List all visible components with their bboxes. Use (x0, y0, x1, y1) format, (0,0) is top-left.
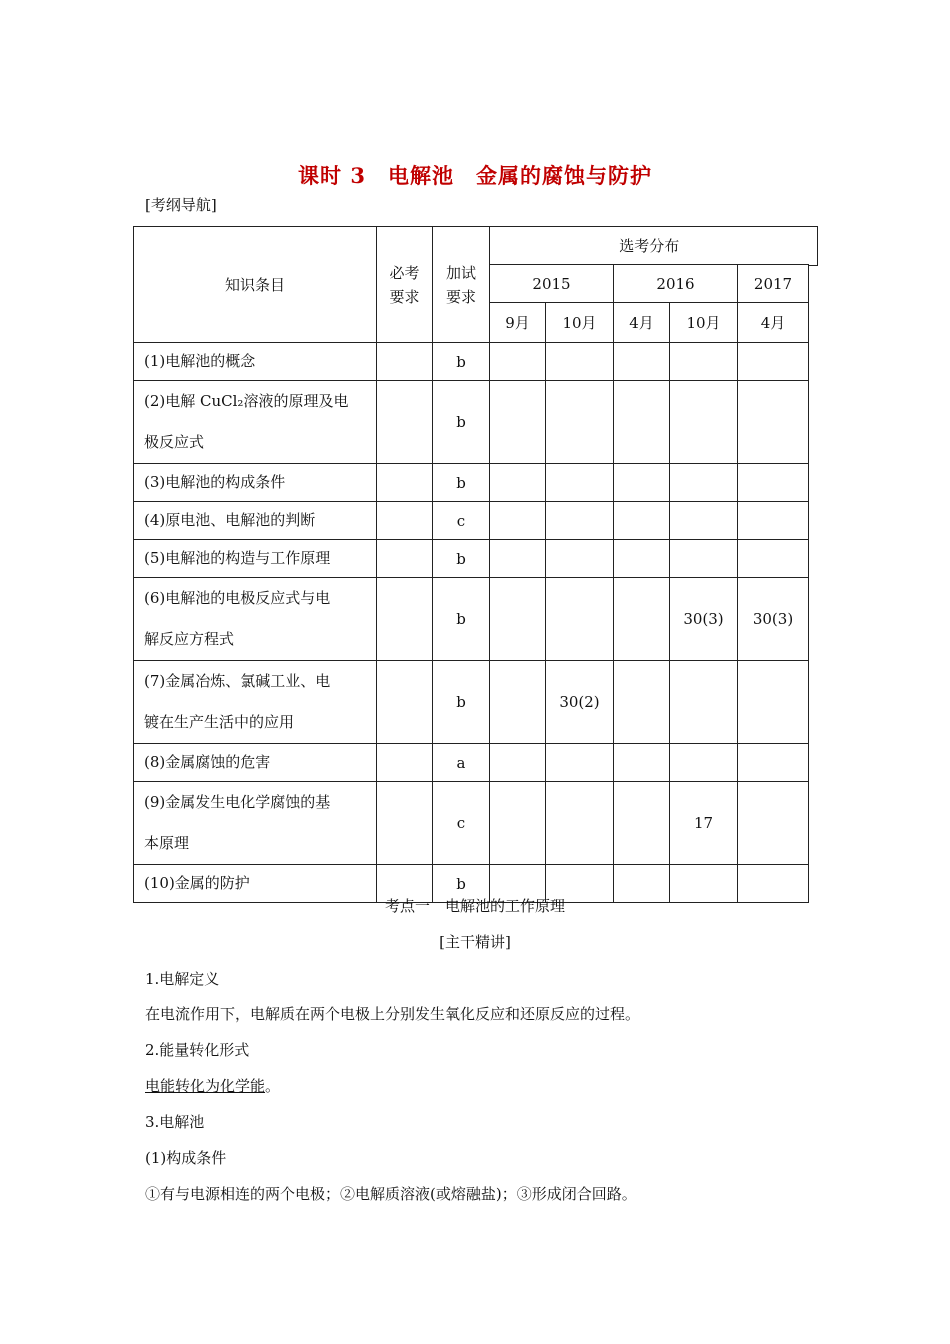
row-required (377, 343, 433, 381)
header-required: 必考 要求 (377, 227, 433, 343)
row-exam-cell (614, 782, 670, 865)
header-year-2015: 2015 (490, 265, 614, 303)
row-exam-cell (546, 744, 614, 782)
row-exam-cell (546, 464, 614, 502)
heading-energy: 2.能量转化形式 (145, 1041, 250, 1059)
row-exam-cell (546, 578, 614, 661)
row-extra: b (433, 343, 490, 381)
table-row (134, 661, 809, 744)
row-required (377, 744, 433, 782)
row-exam-cell (670, 744, 738, 782)
row-exam-cell (738, 343, 809, 381)
row-exam-cell (614, 744, 670, 782)
table-row (134, 502, 809, 540)
header-year-2017: 2017 (738, 265, 809, 303)
subsection-title: [主干精讲] (439, 933, 511, 951)
lesson-title: 课时 3 电解池 金属的腐蚀与防护 (298, 163, 652, 188)
row-item: (2)电解 CuCl₂溶液的原理及电 极反应式 (134, 381, 377, 464)
row-exam-cell (670, 661, 738, 744)
syllabus-table (133, 226, 809, 903)
row-exam-cell: 30(3) (670, 578, 738, 661)
header-month: 10月 (546, 303, 614, 343)
row-exam-cell (546, 343, 614, 381)
header-distribution: 选考分布 (490, 227, 809, 265)
table-row (134, 540, 809, 578)
row-exam-cell (738, 782, 809, 865)
text-energy: 电能转化为化学能。 (145, 1077, 281, 1095)
row-extra: b (433, 464, 490, 502)
row-exam-cell (546, 782, 614, 865)
row-exam-cell (738, 540, 809, 578)
header-year-2016: 2016 (614, 265, 738, 303)
row-exam-cell (738, 661, 809, 744)
row-exam-cell (738, 464, 809, 502)
row-required (377, 502, 433, 540)
heading-definition: 1.电解定义 (145, 970, 220, 988)
row-exam-cell (738, 744, 809, 782)
row-exam-cell: 30(3) (738, 578, 809, 661)
row-required (377, 381, 433, 464)
energy-answer: 电能转化为化学能 (145, 1077, 266, 1095)
row-item: (8)金属腐蚀的危害 (134, 744, 377, 782)
nav-label: [考纲导航] (145, 196, 217, 214)
row-item: (9)金属发生电化学腐蚀的基 本原理 (134, 782, 377, 865)
table-header-extension (808, 226, 818, 266)
row-exam-cell (670, 381, 738, 464)
row-exam-cell (490, 540, 546, 578)
header-month: 4月 (738, 303, 809, 343)
row-exam-cell: 17 (670, 782, 738, 865)
row-exam-cell (490, 661, 546, 744)
text-definition: 在电流作用下，电解质在两个电极上分别发生氧化反应和还原反应的过程。 (145, 1005, 641, 1023)
row-exam-cell (670, 464, 738, 502)
row-exam-cell (614, 343, 670, 381)
row-exam-cell (490, 381, 546, 464)
heading-cell: 3.电解池 (145, 1113, 205, 1131)
row-item: (6)电解池的电极反应式与电 解反应方程式 (134, 578, 377, 661)
header-month: 4月 (614, 303, 670, 343)
table-row (134, 782, 809, 865)
header-month: 9月 (490, 303, 546, 343)
row-exam-cell (614, 578, 670, 661)
table-row (134, 744, 809, 782)
row-extra: b (433, 381, 490, 464)
header-extra: 加试 要求 (433, 227, 490, 343)
table-row (134, 578, 809, 661)
row-exam-cell (670, 343, 738, 381)
table-row (134, 381, 809, 464)
row-exam-cell (614, 502, 670, 540)
header-month: 10月 (670, 303, 738, 343)
row-extra: b (433, 661, 490, 744)
row-item: (5)电解池的构造与工作原理 (134, 540, 377, 578)
table-row (134, 464, 809, 502)
row-required (377, 464, 433, 502)
row-item: (4)原电池、电解池的判断 (134, 502, 377, 540)
row-exam-cell (614, 464, 670, 502)
row-exam-cell (490, 782, 546, 865)
section-title: 考点一 电解池的工作原理 (384, 897, 565, 915)
row-exam-cell (490, 502, 546, 540)
row-required (377, 578, 433, 661)
row-exam-cell (490, 464, 546, 502)
row-extra: b (433, 540, 490, 578)
row-exam-cell (670, 502, 738, 540)
row-exam-cell: 30(2) (546, 661, 614, 744)
row-exam-cell (546, 540, 614, 578)
row-item: (10)金属的防护 (134, 865, 377, 903)
row-exam-cell (546, 381, 614, 464)
row-extra: c (433, 782, 490, 865)
row-exam-cell (546, 502, 614, 540)
table-row (134, 343, 809, 381)
header-item: 知识条目 (134, 227, 377, 343)
text-conditions: ①有与电源相连的两个电极；②电解质溶液(或熔融盐)；③形成闭合回路。 (145, 1185, 637, 1203)
row-exam-cell (738, 502, 809, 540)
row-item: (7)金属冶炼、氯碱工业、电 镀在生产生活中的应用 (134, 661, 377, 744)
row-extra: a (433, 744, 490, 782)
row-required (377, 540, 433, 578)
heading-conditions: (1)构成条件 (145, 1149, 227, 1167)
row-item: (3)电解池的构成条件 (134, 464, 377, 502)
row-exam-cell (614, 661, 670, 744)
row-extra: b (433, 578, 490, 661)
row-exam-cell (490, 343, 546, 381)
row-required (377, 782, 433, 865)
row-extra: c (433, 502, 490, 540)
row-exam-cell (490, 578, 546, 661)
row-exam-cell (738, 381, 809, 464)
row-exam-cell (670, 540, 738, 578)
row-exam-cell (614, 381, 670, 464)
row-exam-cell (614, 540, 670, 578)
row-required (377, 661, 433, 744)
row-item: (1)电解池的概念 (134, 343, 377, 381)
row-exam-cell (490, 744, 546, 782)
row-extra: b (433, 865, 490, 903)
